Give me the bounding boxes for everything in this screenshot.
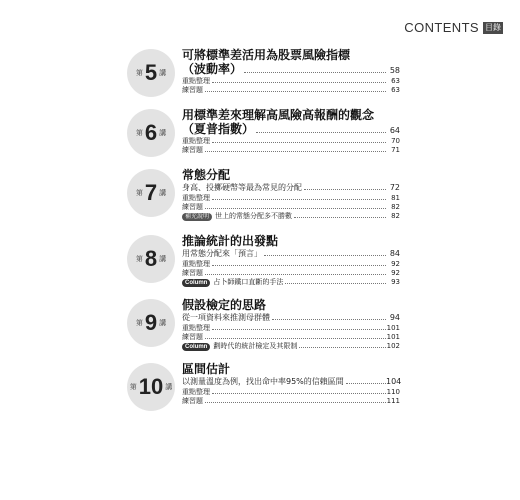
page-number: 82 [391, 212, 400, 220]
chapter-title[interactable]: 可將標準差活用為股票風險指標 [182, 48, 351, 62]
chapter-prefix: 第 [135, 319, 143, 327]
chapter-title[interactable]: 區間估計 [182, 362, 231, 376]
page-number: 110 [386, 388, 400, 396]
toc-entry[interactable] [182, 212, 400, 221]
dot-leader [256, 132, 386, 133]
page-number: 70 [391, 137, 400, 145]
entry-label: 補充說明 世上的常態分配多不勝數 [182, 212, 294, 221]
entry-label: 練習題 [182, 397, 203, 405]
toc-entry[interactable] [182, 388, 400, 397]
entry-label: 重點整理 [182, 194, 210, 202]
contents-header [404, 20, 503, 35]
chapter-content [182, 298, 400, 351]
dot-leader [264, 255, 386, 256]
dot-leader [212, 142, 386, 143]
page-number: 63 [391, 86, 400, 94]
toc-entry[interactable] [182, 137, 400, 146]
page-number: 71 [391, 146, 400, 154]
chapter-content [182, 108, 400, 155]
entry-label: 重點整理 [182, 324, 210, 332]
dot-leader [294, 217, 386, 218]
dot-leader [244, 72, 386, 73]
toc-main-entry[interactable] [182, 376, 400, 388]
toc-entry[interactable] [182, 324, 400, 333]
dot-leader [212, 82, 386, 83]
dot-leader [212, 329, 386, 330]
dot-leader [205, 274, 386, 275]
chapter-number-circle [127, 109, 175, 157]
toc-entry[interactable] [182, 269, 400, 278]
chapter-title[interactable]: 推論統計的出發點 [182, 234, 279, 248]
entry-label: 練習題 [182, 269, 203, 277]
entry-label: Column 占卜師鐵口直斷的手法 [182, 278, 285, 287]
page-number: 94 [389, 313, 400, 322]
entry-label: 重點整理 [182, 388, 210, 396]
chapter-prefix: 第 [135, 69, 143, 77]
chapter-suffix: 講 [159, 255, 167, 263]
toc-main-entry[interactable] [182, 248, 400, 260]
chapter-prefix: 第 [135, 189, 143, 197]
chapter-content [182, 168, 400, 221]
chapter-number-circle [127, 49, 175, 97]
entry-label: 重點整理 [182, 260, 210, 268]
toc-main-entry[interactable] [182, 182, 400, 194]
chapter-title[interactable]: 用標準差來理解高風險高報酬的觀念 [182, 108, 375, 122]
dot-leader [212, 393, 386, 394]
entry-label: 練習題 [182, 333, 203, 341]
chapter-prefix: 第 [135, 255, 143, 263]
dot-leader [212, 265, 386, 266]
chapter-number: 5 [144, 60, 158, 85]
chapter-title[interactable]: 假設檢定的思路 [182, 298, 267, 312]
page-number: 82 [391, 203, 400, 211]
chapter-content [182, 362, 400, 406]
chapter-content [182, 234, 400, 287]
chapter-number-circle [127, 169, 175, 217]
chapter-suffix: 講 [165, 383, 173, 391]
toc-entry[interactable] [182, 397, 400, 406]
dot-leader [205, 151, 386, 152]
dot-leader [272, 319, 386, 320]
entry-label: 練習題 [182, 86, 203, 94]
chapter-number: 6 [144, 120, 158, 145]
dot-leader [205, 338, 386, 339]
page-number: 84 [389, 249, 400, 258]
entry-tag: Column [182, 279, 210, 287]
contents-badge: 目錄 [485, 22, 501, 32]
chapter-suffix: 講 [159, 129, 167, 137]
entry-label: 重點整理 [182, 77, 210, 85]
page-number: 101 [386, 333, 400, 341]
chapter-number-circle [127, 299, 175, 347]
entry-tag: Column [182, 343, 210, 351]
entry-label: 重點整理 [182, 137, 210, 145]
chapter-content [182, 48, 400, 95]
toc-entry[interactable] [182, 203, 400, 212]
page-number: 104 [386, 377, 402, 386]
chapter-prefix: 第 [135, 129, 143, 137]
entry-label: Column 劃時代的統計檢定及其限制 [182, 342, 299, 351]
page-number: 64 [389, 126, 400, 135]
chapter-title-line2[interactable] [182, 62, 400, 77]
chapter-number: 10 [138, 374, 164, 399]
toc-entry[interactable] [182, 260, 400, 269]
dot-leader [285, 283, 386, 284]
toc-entry[interactable] [182, 146, 400, 155]
entry-label: 從一項資料來推測母群體 [182, 313, 270, 322]
chapter-suffix: 講 [159, 319, 167, 327]
toc-entry[interactable] [182, 278, 400, 287]
entry-label: 練習題 [182, 146, 203, 154]
contents-title: CONTENTS [404, 20, 479, 35]
page-number: 58 [389, 66, 400, 75]
entry-tag: 補充說明 [182, 213, 212, 221]
page-number: 92 [391, 269, 400, 277]
chapter-number-circle [127, 235, 175, 283]
chapter-number: 9 [144, 310, 158, 335]
dot-leader [346, 383, 386, 384]
dot-leader [304, 189, 386, 190]
toc-main-entry[interactable] [182, 312, 400, 324]
chapter-prefix: 第 [129, 383, 137, 391]
chapter-number: 7 [144, 180, 158, 205]
dot-leader [299, 347, 386, 348]
chapter-number-circle [127, 363, 175, 411]
toc-entry[interactable] [182, 77, 400, 86]
dot-leader [205, 208, 386, 209]
page-number: 92 [391, 260, 400, 268]
chapter-number: 8 [144, 246, 158, 271]
page-number: 93 [391, 278, 400, 286]
chapter-subtitle: （波動率） [182, 62, 243, 76]
dot-leader [205, 402, 386, 403]
chapter-title[interactable]: 常態分配 [182, 168, 231, 182]
dot-leader [205, 91, 386, 92]
toc-entry[interactable] [182, 86, 400, 95]
toc-entry[interactable] [182, 342, 400, 351]
dot-leader [212, 199, 386, 200]
page-number: 81 [391, 194, 400, 202]
entry-label: 練習題 [182, 203, 203, 211]
chapter-title-line2[interactable] [182, 122, 400, 137]
entry-label: 以測量溫度為例，找出命中率95%的信賴區間 [182, 377, 344, 386]
chapter-subtitle: （夏普指數） [182, 122, 255, 136]
entry-label: 身高、投擲硬幣等最為常見的分配 [182, 183, 302, 192]
page-number: 111 [386, 397, 400, 405]
toc-entry[interactable] [182, 333, 400, 342]
page-number: 102 [386, 342, 400, 350]
chapter-suffix: 講 [159, 189, 167, 197]
page-number: 101 [386, 324, 400, 332]
entry-label: 用常態分配來「預言」 [182, 249, 262, 258]
toc-entry[interactable] [182, 194, 400, 203]
chapter-suffix: 講 [159, 69, 167, 77]
page-number: 63 [391, 77, 400, 85]
page-number: 72 [389, 183, 400, 192]
